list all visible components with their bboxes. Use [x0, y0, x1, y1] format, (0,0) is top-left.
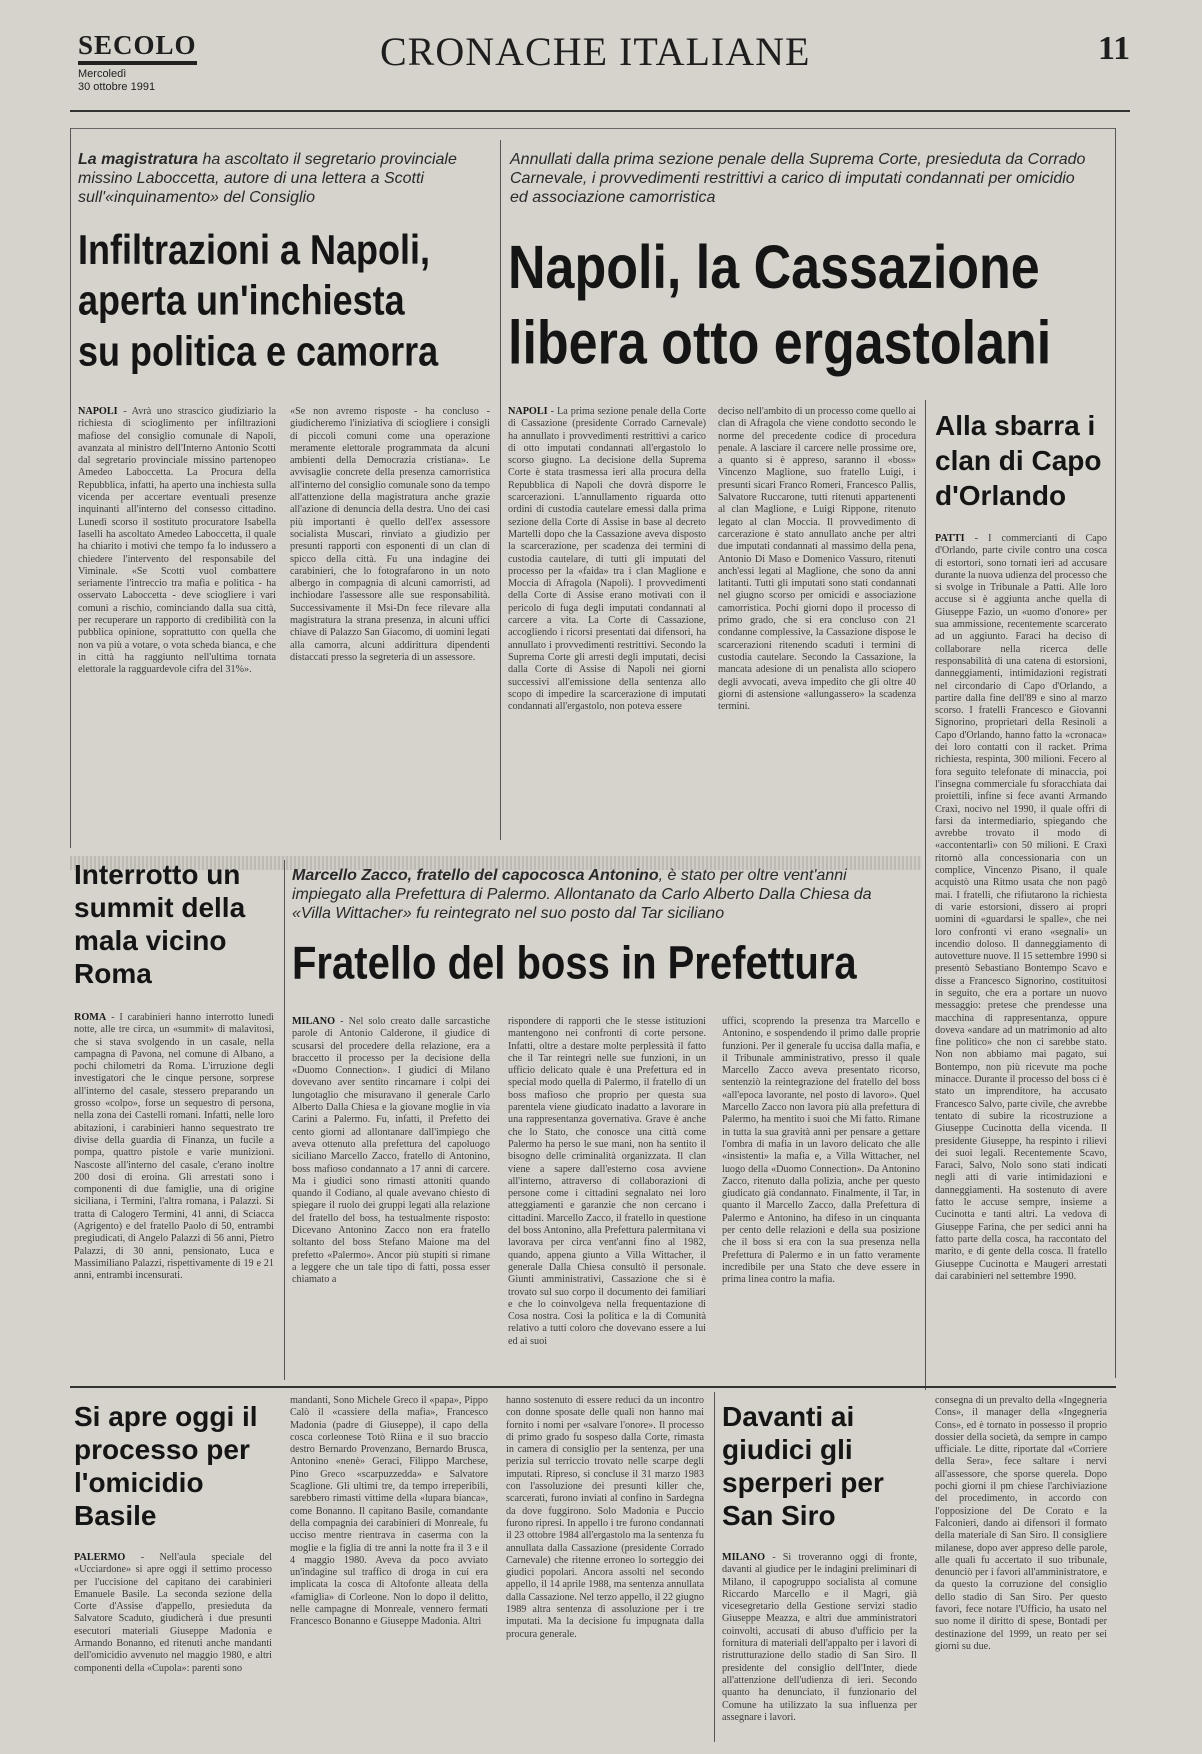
article2-text: - La prima sezione penale della Corte di Cassazione (presidente Corrado Carnevale) ha annullato i provvedimenti restrittivi a carico di otto imputati condannati all'ergastolo lo scorso giugno. La decisione della Suprema Corte è stata trasmessa ieri alla procura della Repubblica di Napoli che dovrà disporre le scarcerazioni. L'annullamento riguarda otto ordini di custodia cautelare emessi dalla prima sezione della Corte di Assise in base al decreto Martelli dopo che la Cassazione aveva disposto la scarcerazione, per scadenza dei termini di custodia cautelare, di tutti gli imputati del processo per la «faida» tra i clan Maglione e Moccia di Afragola (Napoli). I provvedimenti della Corte di Assise erano motivati con il pericolo di fuga degli imputati condannati al carcere a vita. La Corte di Cassazione, accogliendo i ricorsi presentati dai difensori, ha annullato i provvedimenti restrittivi. Secondo la Suprema Corte gli arresti degli imputati, decisi dalla Corte di Assise di Napoli nei giorni successivi all'emissione della sentenza allo scopo di impedire la scarcerazione di imputati condannati all'ergastolo, non poteva essere	[508, 406, 706, 713]
issue-day: Mercoledì	[78, 68, 127, 80]
article2-body-col2: deciso nell'ambito di un processo come quello ai clan di Afragola che viene condotto secondo le norme del precedente codice di procedura penale. A lasciare il carcere nelle prossime ore, a quanto si è appreso, saranno il «boss» Vincenzo Maglione, suo fratello Luigi, i presunti sicari Franco Romeri, Francesco Pallis, Salvatore Ruccarone, tutti ritenuti appartenenti al clan Maglione, e Luigi Rippone, ritenuto legato al clan Moccia. Il provvedimento di carcerazione è stato annullato anche per altri due imputati condannati al massimo della pena, Antonio Di Maso e Domenico Vassuro, ritenuti anch'essi legati al Maglione, che sono da anni latitanti. Tutti gli imputati sono stati condannati nel giugno scorso per omicidi e associazione camorristica. Pochi giorni dopo il processo di primo grado, che si era concluso con 21 condanne complessive, la Cassazione dispose le scarcerazioni ritenendo scaduti i termini di custodia cautelare. Secondo la Cassazione, la mancata adesione di un penalista allo sciopero degli avvocati, aveva impedito che gli oltre 40 giorni di astensione «allungassero» la scadenza termini.	[718, 406, 916, 713]
article7-body-col1	[722, 1552, 917, 1732]
article1-text: - Avrà uno strascico giudiziario la richiesta di scioglimento per infiltrazioni mafiose del consiglio comunale di Napoli, avanzata al ministro dell'Interno Antonio Scotti dal segretario provinciale missino partenopeo Amedeo Laboccetta. La Procura della Repubblica, infatti, ha aperto una inchiesta sulla vicenda per accertare eventuali presenze inquinanti all'interno del consesso cittadino. Lunedì scorso il sostituto procuratore Isabella Iaselli ha ascoltato Amedeo Laboccetta, il quale ha chiarito i motivi che tempo fa lo indussero a chiedere l'intervento del responsabile del Viminale. «Se Scotti vuol combattere seriamente l'intreccio tra mafia e politica - ha osservato Laboccetta - deve sciogliere i vari comuni a rischio, cominciando dalla sua città, per recuperare un rapporto di credibilità con la pubblica opinione, soprattutto con quella che non va più a votare, o vota scheda bianca, e che in città ha raggiunto nell'ultima tornata elettorale la ragguardevole cifra del 31%».	[78, 406, 276, 676]
article7-body-col2: consegna di un prevalto della «Ingegneria Cons», il manager della «Ingegneria Cons», ed è tornato in possesso il proprio dossier della società, da sempre in campo ufficiale. Le ditte, riportate dal «Corriere della Sera», fece saltare i nervi all'assessore, che sporse querela. Dopo pochi giorni il pm chiese l'archiviazione del procedimento, in accordo con l'opposizione del De Corato e la Falconieri, dando ai difensori il formato della materiale di San Siro. Il consigliere milanese, dopo aver appreso delle parole, alle quali fu accertato il suo tribunale, denunciò per i favori all'amministratore, e da questo la corruzione del consiglio dello stadio di San Siro. Per questo favori, fece notare l'Ufficio, ha usato nel suo nome il diritto di spese, Bontadi per destinazione del 1999, un reato per sei giorni su due.	[935, 1395, 1107, 1652]
article6-body-col3: hanno sostenuto di essere reduci da un incontro con donne sposate delle quali non hanno mai fornito i nomi per «salvare l'onore». Il processo di primo grado fu sospeso dalla Corte, rimasta in camera di consiglio per la sentenza, per una perizia sul terriccio trovato nelle scarpe degli imputati. Ripreso, si concluse il 31 marzo 1983 con l'assoluzione dei presunti killer che, scarcerati, furono inviati al confino in Sardegna da dove fuggirono. Solo Madonia e Puccio furono ripresi. In appello i tre furono condannati il 23 ottobre 1984 all'ergastolo ma la sentenza fu annullata dalla Cassazione (presidente Corrado Carnevale) che ritenne erroneo lo sorteggio dei giudici popolari. Ancora assolti nel secondo appello, il 14 aprile 1988, ma sentenza annullata dalla Cassazione. Nel terzo appello, il 22 giugno 1989 altra sentenza di assoluzione per i tre imputati. Ma la decisione fu impugnata dalla procura generale.	[506, 1395, 704, 1640]
column-rule	[284, 860, 285, 1380]
article2-headline-line: libera otto ergastolani	[508, 309, 1052, 378]
article5-body-col3: uffici, scoprendo la presenza tra Marcello e Antonino, e sospendendo il primo dalle proprie funzioni. Per il generale fu uccisa dalla mafia, e il Tribunale amministrativo, presso il quale Marcello Zacco aveva presentato ricorso, sentenziò la reintegrazione del fratello del boss «all'epoca lavorante, nel posto di lavoro». Quel Marcello Zacco non lavora più alla prefettura di Palermo, ha mentito i suoi che Mi fatto. Rimane in tutta la sua gravità anni per pensare a gettare l'ombra di mafia in un lavoro delicato che alle «insistenti» la mafia e, a Villa Wittacher, nel luogo della «Duomo Connection». Da Antonino Zacco, ritenuto dalla polizia, anche per questo giudicato già condannato. Finalmente, il Tar, in quanto il Marcello Zacco, dalla Prefettura di Palermo e Antonino, ha difeso in un cinquanta per cento delle relazioni e della sua posizione che il boss si era con la sua presenza nella Prefettura di Palermo e in un fatto veramente incredibile per una Stato che deve essere in prima linea contro la mafia.	[722, 1016, 920, 1286]
article2-headline	[508, 230, 1108, 381]
article7-dateline: MILANO	[722, 1552, 766, 1563]
section-title: CRONACHE ITALIANE	[380, 29, 811, 74]
article1-dateline: NAPOLI	[78, 406, 118, 417]
article1-kicker-bold: La magistratura	[78, 151, 199, 168]
masthead-rule	[70, 110, 1130, 112]
article6-headline: Si apre oggi il processo per l'omicidio Basile	[74, 1401, 258, 1531]
issue-date-text: 30 ottobre 1991	[78, 81, 156, 93]
article4-text: - I carabinieri hanno interrotto lunedì notte, alle tre circa, un «summit» di malavitosi, che si stava svolgendo in un casale, nella campagna di Pavona, nel comune di Albano, a pochi chilometri da Roma. L'irruzione degli investigatori che le cinque persone, sorprese all'interno del casale, stessero preparando un grosso «colpo», forse un sequestro di persona, nella zona dei Castelli romani. Infatti, nelle loro abitazioni, i carabinieri hanno sequestrato tre divise della guardia di Finanza, un fucile a pompa, quattro pistole e varie munizioni. Nascoste all'interno del casale, c'erano inoltre 200 dosi di eroina. Gli arrestati sono i componenti di due famiglie, una di origine siciliana, i Termini, l'altra romana, i Palazzi. Si tratta di Calogero Termini, 41 anni, di Sciacca (Agrigento) e del fratello Paolo di 50, entrambi pregiudicati, di Angelo Palazzi di 56 anni, Pietro Palazzi, di 30 anni, pensionato, Luca e Massimiliano Palazzi, rispettivamente di 19 e 21 anni, entrambi incensurati.	[74, 1012, 274, 1282]
column-rule	[500, 140, 501, 840]
article3-dateline: PATTI	[935, 533, 965, 544]
article1-headline-line: aperta un'inchiesta	[78, 276, 405, 324]
article7-text: - Si troveranno oggi di fronte, davanti al giudice per le indagini preliminari di Milano, il capogruppo socialista al comune Riccardo Marcello e il Magri, già vicesegretario della Gestione servizi stadio Giuseppe Meazza, e altri due amministratori coinvolti, accusati di abuso d'ufficio per la fornitura di materiali dell'appalto per i lavori di ristrutturazione dello stadio di San Siro. Il presidente del consiglio dell'Inter, diede all'attenzione dell'udienza di ieri. Secondo quanto ha denunciato, il funzionario del Comune ha utilizzato la sua influenza per assegnare i lavori.	[722, 1552, 917, 1723]
article5-dateline: MILANO	[292, 1016, 336, 1027]
article1-kicker	[78, 150, 498, 207]
section-rule	[70, 1386, 1116, 1388]
article5-body-col2: rispondere di rapporti che le stesse istituzioni mantengono nei confronti di corte persone. Infatti, oltre a destare molte perplessità il fatto che il Tar reintegri nelle sue funzioni, in un ufficio delicato quale è una Prefettura ed in special modo quella di Palermo, il fratello di un boss mafioso che proprio per questa sua parentela viene giudicato inadatto a lavorare in una rappresentanza governativa. Grave è anche che lo Stato, che conosce una città come Palermo ha perso le sue mani, non ha sentito il bisogno delle criminalità organizzata. Il clan viene a sapere dall'esterno cosa avviene all'interno, attraverso di collaborazioni di persone come i cittadini segnalato nei loro atteggiamenti e garanzie che non cercano i cittadini. Marcello Zacco, il fratello in questione del boss Antonino, alla Prefettura palermitana vi lavorava per circa vent'anni fino al 1982, quando, appena giunto a Villa Wittacher, il generale Dalla Chiesa consultò il personale. Giunti amministrativi, Cassazione che si è trovato sul suo corpo il documento dei familiari e che lo coinvolgeva nella frequentazione di Cosa nostra. Così la politica e la di Comunità relativo a tutti coloro che dovevano essere a lui ed ai suoi	[508, 1016, 706, 1347]
newspaper-logo: SECOLO	[78, 30, 197, 65]
article3-body	[935, 533, 1107, 1383]
article6-text: - Nell'aula speciale del «Ucciardone» si apre oggi il settimo processo per l'uccisione del capitano dei carabinieri Emanuele Basile. La seconda sezione della Corte d'Assise d'appello, presieduta da Salvatore Scaduto, giudicherà i due presunti esecutori materiali Giuseppe Madonia e Armando Bonanno, ed ritenuti anche mandanti dell'omicidio avvenuto nel maggio 1980, e altri componenti della «Cupola»: parenti sono	[74, 1552, 272, 1674]
article5-kicker-bold: Marcello Zacco, fratello del capocosca Antonino	[292, 867, 659, 884]
article7-headline: Davanti ai giudici gli sperperi per San Siro	[722, 1401, 884, 1531]
frame-rule	[70, 128, 71, 848]
frame-rule	[1115, 128, 1116, 1378]
article2-body-col1	[508, 406, 706, 846]
article3-headline: Alla sbarra i clan di Capo d'Orlando	[935, 410, 1102, 511]
page-number: 11	[1098, 30, 1131, 67]
article5-body-col1	[292, 1016, 490, 1371]
article1-headline	[78, 225, 508, 377]
article4-dateline: ROMA	[74, 1012, 107, 1023]
article1-headline-line: su politica e camorra	[78, 327, 439, 375]
column-rule	[925, 400, 926, 1390]
article4-body	[74, 1012, 274, 1367]
article2-dateline: NAPOLI	[508, 406, 548, 417]
article5-text: - Nel solo creato dalle sarcastiche parole di Antonio Calderone, il giudice di scusarsi del procedere della relazione, era a braccetto il processo per la decisione della «Duomo Connection». I giudici di Milano dovevano aver sentito rincarnare i colpi dei lungotaglio che misuravano il generale Carlo Alberto Dalla Chiesa e la giovane moglie in via Carini a Palermo. Fu, infatti, il Prefetto dei cento giorni ad allontanare dall'impiego che aveva ottenuto alla prefettura del capoluogo siciliano Marcello Zacco, fratello di Antonino, boss mafioso condannato a 17 anni di carcere. Ma i giudici sono rimasti attoniti quando quando il Codiano, al quale avevano chiesto di spiegare il ruolo dei gruppi legati alla relazione del fratello del boss, ha testualmente risposto: Dicevano Antonino Zacco non era fratello soltanto del boss Stefano Maione ma del prefetto «Palermo». Ancor più stupiti si rimane a leggere che un tale tipo di fatti, possa esser chiamato a	[292, 1016, 490, 1286]
top-frame	[70, 128, 1116, 129]
article6-body-col1	[74, 1552, 272, 1732]
issue-date	[78, 68, 155, 94]
article6-dateline: PALERMO	[74, 1552, 126, 1563]
article1-body-col1	[78, 406, 276, 806]
article1-kicker-rest: ha ascoltato il segretario provinciale missino Laboccetta, autore di una lettera a Scotti sull'«inquinamento» del Consiglio	[78, 151, 457, 206]
article1-headline-line: Infiltrazioni a Napoli,	[78, 226, 431, 274]
column-rule	[714, 1392, 715, 1742]
article4-headline: Interrotto un summit della mala vicino Roma	[74, 859, 246, 989]
article5-kicker	[292, 866, 892, 923]
article6-body-col2: mandanti, Sono Michele Greco il «papa», Pippo Calò il «cassiere della mafia», Francesco Madonia (padre di Giuseppe), il capo della cosca corleonese Totò Riina e il suo braccio destro Bernardo Provenzano, Bernardo Brusca, Antonino «nenè» Geraci, Filippo Marchese, Pino Greco «scarpuzzedda» e Salvatore Scaglione. Gli ultimi tre, da tempo irreperibili, sarebbero rimasti vittime della «lupara bianca», come Bonanno. Il capitano Basile, comandante della compagnia dei carabinieri di Monreale, fu ucciso mentre rientrava in caserma con la moglie e la figlia di tre anni la notte fra il 3 e il 4 maggio 1980. Aveva da poco avviato un'indagine sul traffico di droga in cui era implicata la cosca di Altofonte alleata della «famiglia» di Corleone. Non lo dopo il delitto, nelle campagne di Monreale, vennero fermati Francesco Bonanno e Giuseppe Madonia. Altri	[290, 1395, 488, 1628]
article5-kicker-rest: , è stato per oltre vent'anni impiegato alla Prefettura di Palermo. Allontanato da Carlo Alberto Dalla Chiesa da «Villa Wittacher» fu reintegrato nel suo posto dal Tar siciliano	[292, 867, 872, 922]
article5-headline: Fratello del boss in Prefettura	[292, 938, 857, 989]
article3-text: - I commercianti di Capo d'Orlando, parte civile contro una cosca di estortori, sono tornati ieri ad accusare durante la nuova udienza del processo che si svolge in Tribunale a Patti. Alle loro accuse si è aggiunta anche quella di Giuseppe Fazio, un «uomo d'onore» per sua ammissione, recentemente scarcerato ad un aggiunto. Faraci ha deciso di collaborare nella ricerca delle responsabilità di una catena di estorsioni, danneggiamenti, intimidazioni registrati nel circondario di Capo d'Orlando, a partire dalla fine dell'89 e sino al marzo scorso. I fratelli Francesco e Giovanni Signorino, proprietari della Resinoli a Capo d'Orlando, hanno fatto la «cronaca» dei loro contatti con il racket. Prima richiesta, respinta, 300 milioni. Fecero al fora seguito telefonate di minaccia, poi l'insegna commerciale fu sforacchiata dai proiettili, infine si fece avanti Armando Craxì, nocivo nel 1990, il quale offrì di farsi da intermediario, spiegando che avrebbe trovato il modo di «accontentarli» con 50 milioni. E Craxì ritornò alla concessionaria con un complice, Vincenzo Pisano, il quale acquistò una Ritmo usata che non pagò mai. I fratelli, che rifiutarono la richiesta di varie estorsioni, dissero ai propri uomini di «guardarsi le spalle», che nei loro confronti vi erano «segnali» un incendio doloso. Il danneggiamento di autovetture nuove. Il 15 settembre 1990 si presentò Sebastiano Bontempo Scavo e disse a Francesco Signorino, costituitosi in seguito, che era a portare un nuovo messaggio: pretese che prendesse una macchina di rappresentanza, oppure doveva «andare ad un matrimonio ad alto fine politico» che non ci sarebbe stato. Non non abbiamo mai pagato, sui Bontempo, non più ricevute ma poche minacce. Durante il processo del boss ci è stato un imprenditore, ha accusato Francesco Salvo, parte civile, che avrebbe tentato di subire la ricostruzione a Giuseppe Cucinotta della vicenda. Il presidente Giuseppe, ha respinto i rilievi dei suoi legali. Recentemente Scavo, Faraci, Salvo, Nolo sono stati indicati negli atti di varie intimidazioni e danneggiamenti. Ha sostenuto di avere fatto le accuse sempre, insieme a Cucinotta e tanti altri. La vedova di Giuseppe Farina, che per sedici anni ha fatto parte della cosca, ha raccontato del marito, e di gente della cosca. Il fratello Giuseppe Cucinotta e Maugeri arrestati dai carabinieri nel settembre 1990.	[935, 533, 1107, 1282]
article1-body-col2: «Se non avremo risposte - ha concluso - giudicheremo l'iniziativa di sciogliere i consigli di piccoli comuni come una operazione meramente elettorale programmata da alcuni ambienti della Democrazia cristiana». Le avvisaglie concrete della presenza camorristica all'interno del consiglio comunale sono da tempo all'attenzione della magistratura anche grazie all'azione di denuncia della destra. Uno dei casi più importanti è quello dell'ex assessore socialista Muscari, rinviato a giudizio per presunti rapporti con esponenti di un clan di spicco della città. Fu una indagine dei carabinieri, che lo fotografarono in un noto albergo in compagnia di alcuni camorristi, ad inchiodare l'assessore alle sue responsabilità. Successivamente il Msi-Dn fece rilevare alla magistratura la strana presenza, in alcuni uffici chiave di Palazzo San Giacomo, di uomini legati alla camorra, alcuni addirittura dipendenti distaccati presso la segreteria di un assessore.	[290, 406, 490, 663]
article2-kicker: Annullati dalla prima sezione penale della Suprema Corte, presieduta da Corrado Carnevale, i provvedimenti restrittivi a carico di imputati condannati per omicidio ed associazione camorristica	[510, 151, 1086, 206]
article2-headline-line: Napoli, la Cassazione	[508, 233, 1040, 302]
